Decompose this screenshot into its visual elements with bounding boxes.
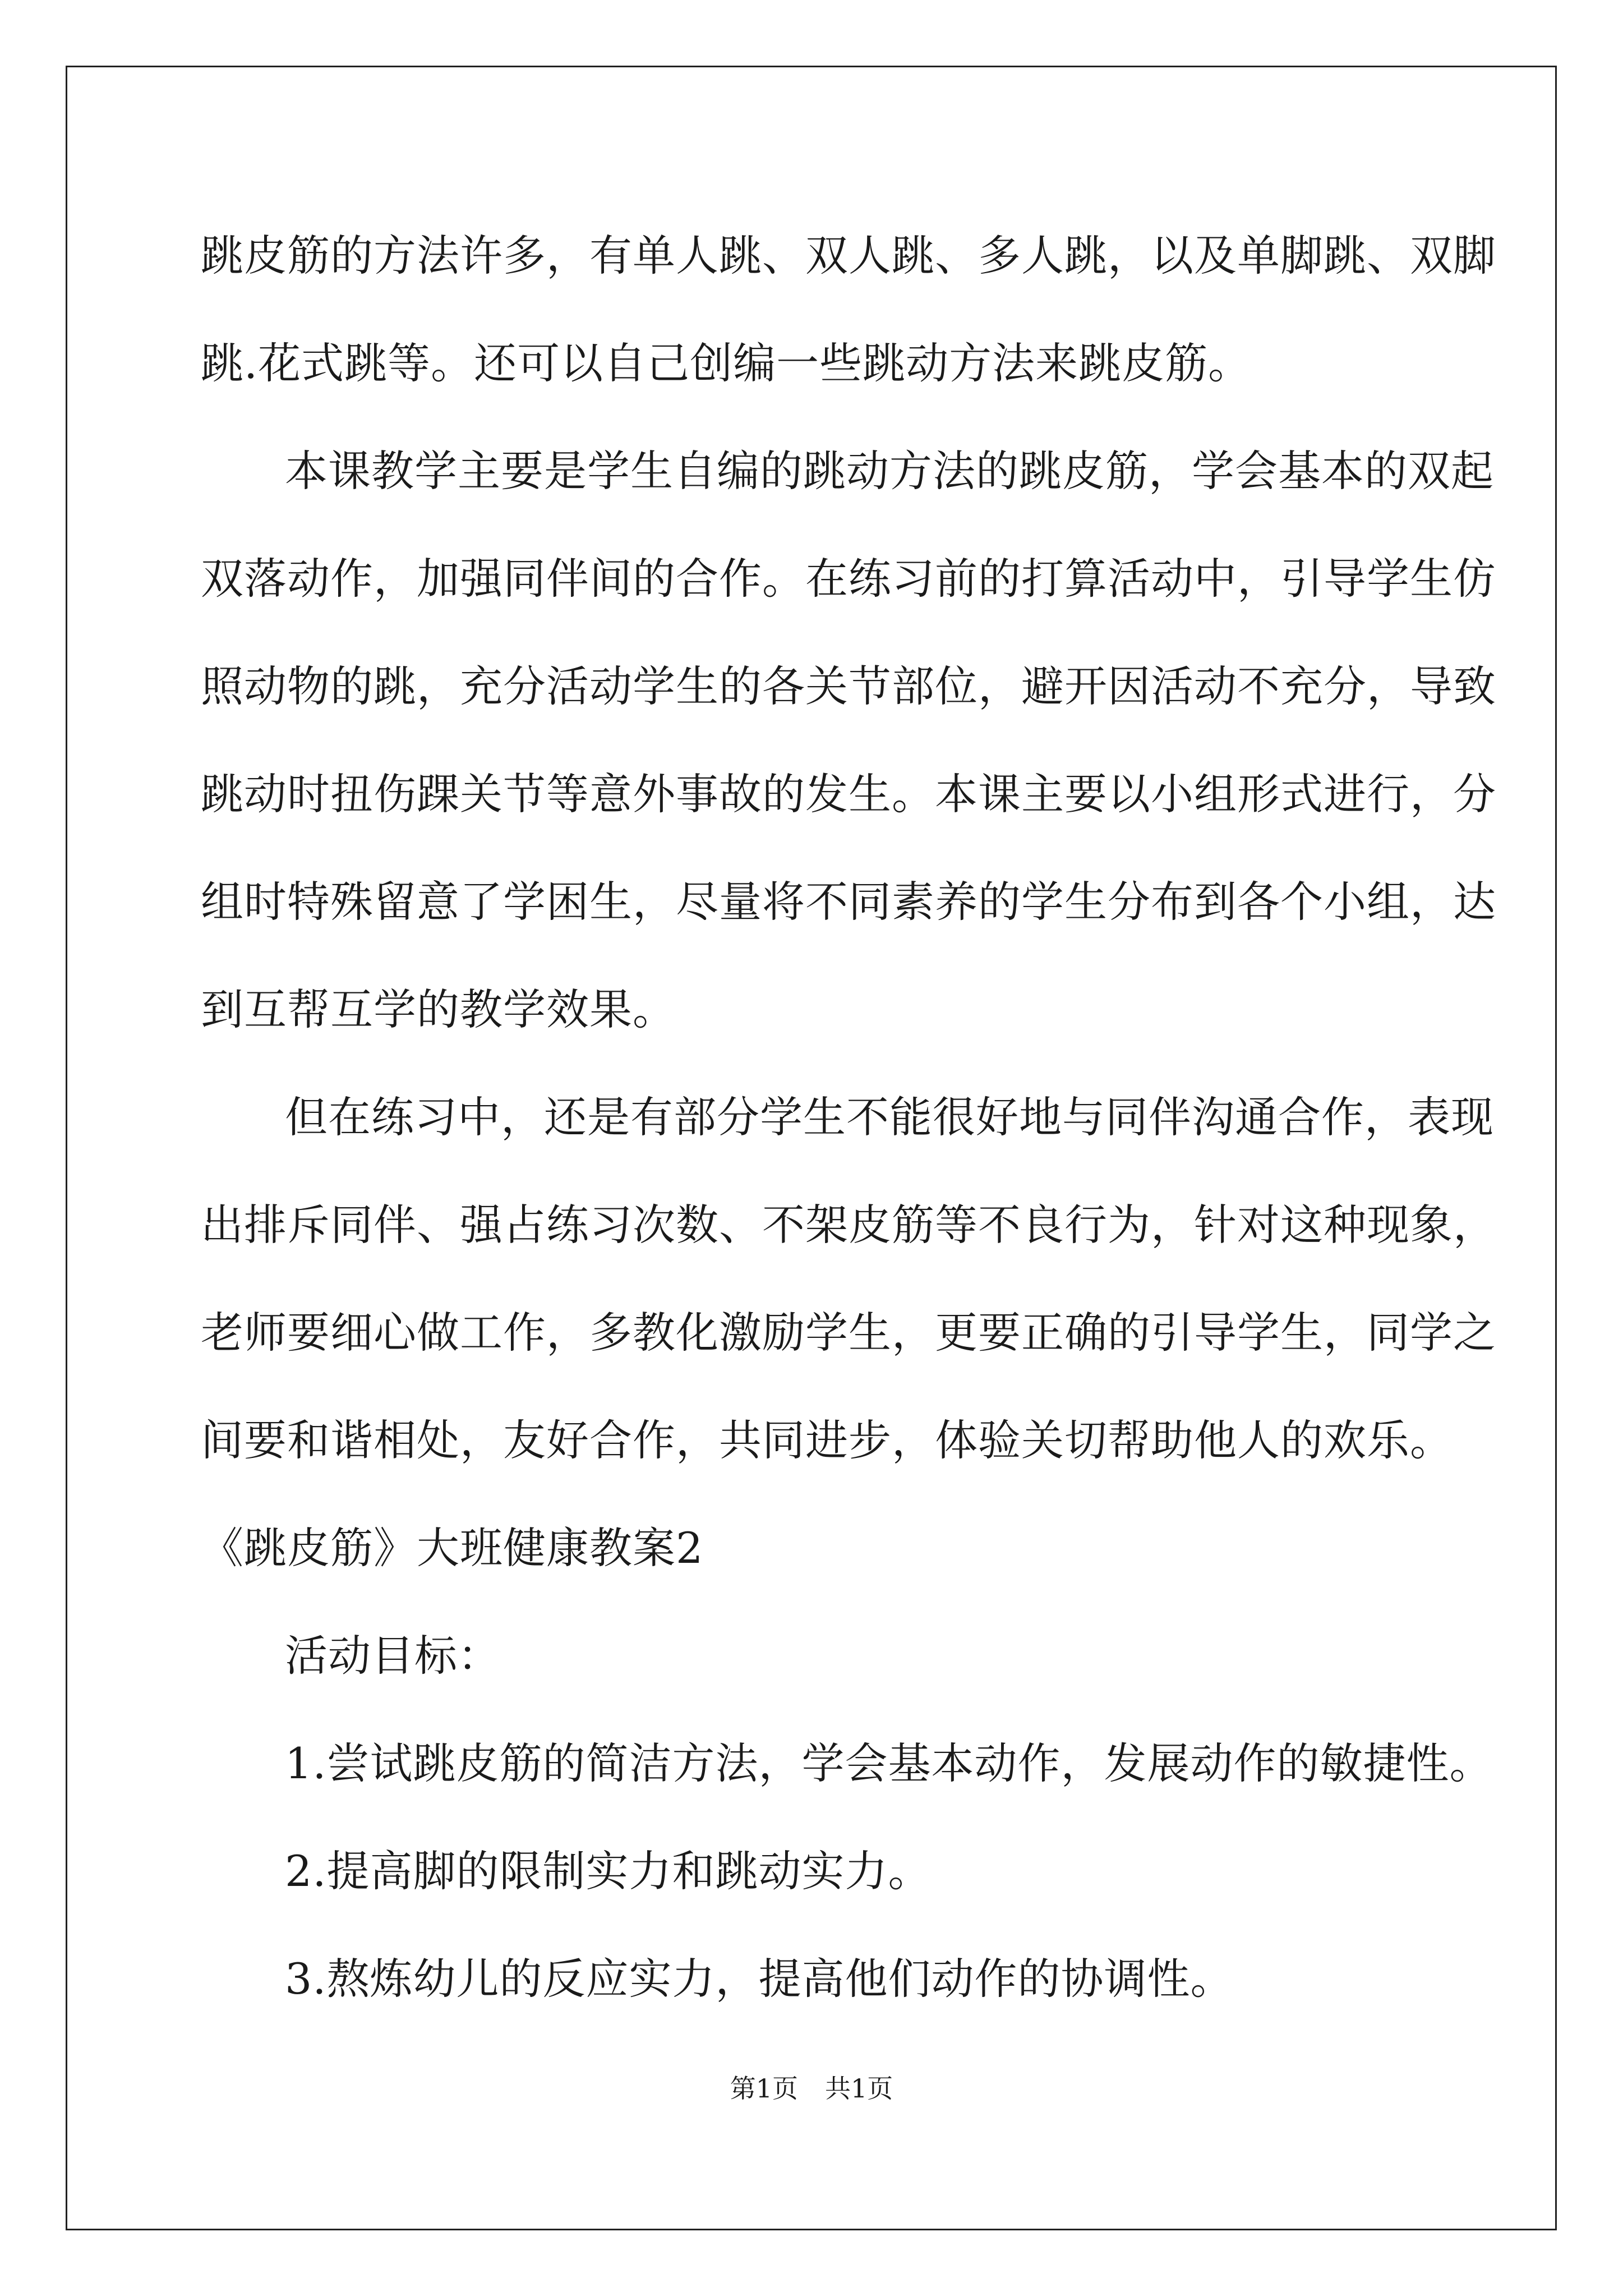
- text-line: 双落动作，加强同伴间的合作。在练习前的打算活动中，引导学生仿: [201, 554, 1496, 604]
- objective-item: 3.熬炼幼儿的反应实力，提高他们动作的协调性。: [285, 1954, 1234, 2004]
- text-line: 到互帮互学的教学效果。: [201, 984, 676, 1034]
- text-line: 跳动时扭伤踝关节等意外事故的发生。本课主要以小组形式进行，分: [201, 769, 1496, 819]
- text-line: 跳皮筋的方法许多，有单人跳、双人跳、多人跳，以及单脚跳、双脚: [201, 231, 1496, 280]
- text-line: 出排斥同伴、强占练习次数、不架皮筋等不良行为，针对这种现象，: [201, 1200, 1496, 1250]
- page-footer: [0, 2072, 1623, 2105]
- text-line: 组时特殊留意了学困生，尽量将不同素养的学生分布到各个小组，达: [201, 877, 1496, 927]
- objectives-label: 活动目标：: [285, 1631, 501, 1681]
- page-number-total: 共1页: [825, 2073, 893, 2104]
- text-line: 间要和谐相处，友好合作，共同进步，体验关切帮助他人的欢乐。: [201, 1415, 1453, 1465]
- paragraph-start-line: 本课教学主要是学生自编的跳动方法的跳皮筋，学会基本的双起: [285, 446, 1494, 496]
- objective-item: 2.提高脚的限制实力和跳动实力。: [285, 1846, 932, 1896]
- section-heading: 《跳皮筋》大班健康教案2: [201, 1523, 704, 1573]
- paragraph-start-line: 但在练习中，还是有部分学生不能很好地与同伴沟通合作，表现: [285, 1092, 1494, 1142]
- text-line: 照动物的跳，充分活动学生的各关节部位，避开因活动不充分，导致: [201, 661, 1496, 711]
- page-number-current: 第1页: [730, 2073, 798, 2104]
- objective-item: 1.尝试跳皮筋的简洁方法，学会基本动作，发展动作的敏捷性。: [285, 1738, 1493, 1788]
- text-line: 跳.花式跳等。还可以自己创编一些跳动方法来跳皮筋。: [201, 338, 1252, 388]
- document-body: [201, 202, 1496, 2033]
- text-line: 老师要细心做工作，多教化激励学生，更要正确的引导学生，同学之: [201, 1308, 1496, 1358]
